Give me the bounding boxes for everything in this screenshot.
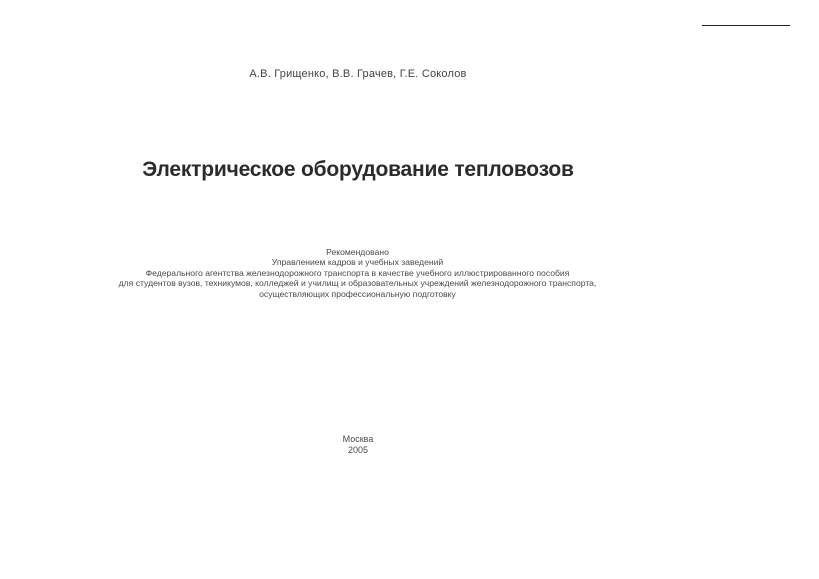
recommendation-line: Федерального агентства железнодорожного транспорта в качестве учебного иллюстрированного пособия (145, 267, 570, 278)
authors: А.В. Грищенко, В.В. Грачев, Г.Е. Соколов (249, 68, 467, 80)
recommendation-line: Управлением кадров и учебных заведений (271, 257, 444, 268)
imprint-year: 2005 (347, 445, 369, 455)
book-title: Электрическое оборудование тепловозов (142, 158, 574, 181)
recommendation-line: Рекомендовано (326, 247, 389, 257)
recommendation-line: для студентов вузов, техникумов, колледжей и училищ и образовательных учреждений железнодорожного транспорта, (118, 278, 597, 289)
imprint (0, 434, 716, 456)
recommendation-line: осуществляющих профессиональную подготовку (259, 288, 456, 299)
imprint-city: Москва (342, 434, 374, 444)
corner-rule (702, 25, 790, 26)
recommendation-block (60, 247, 655, 299)
